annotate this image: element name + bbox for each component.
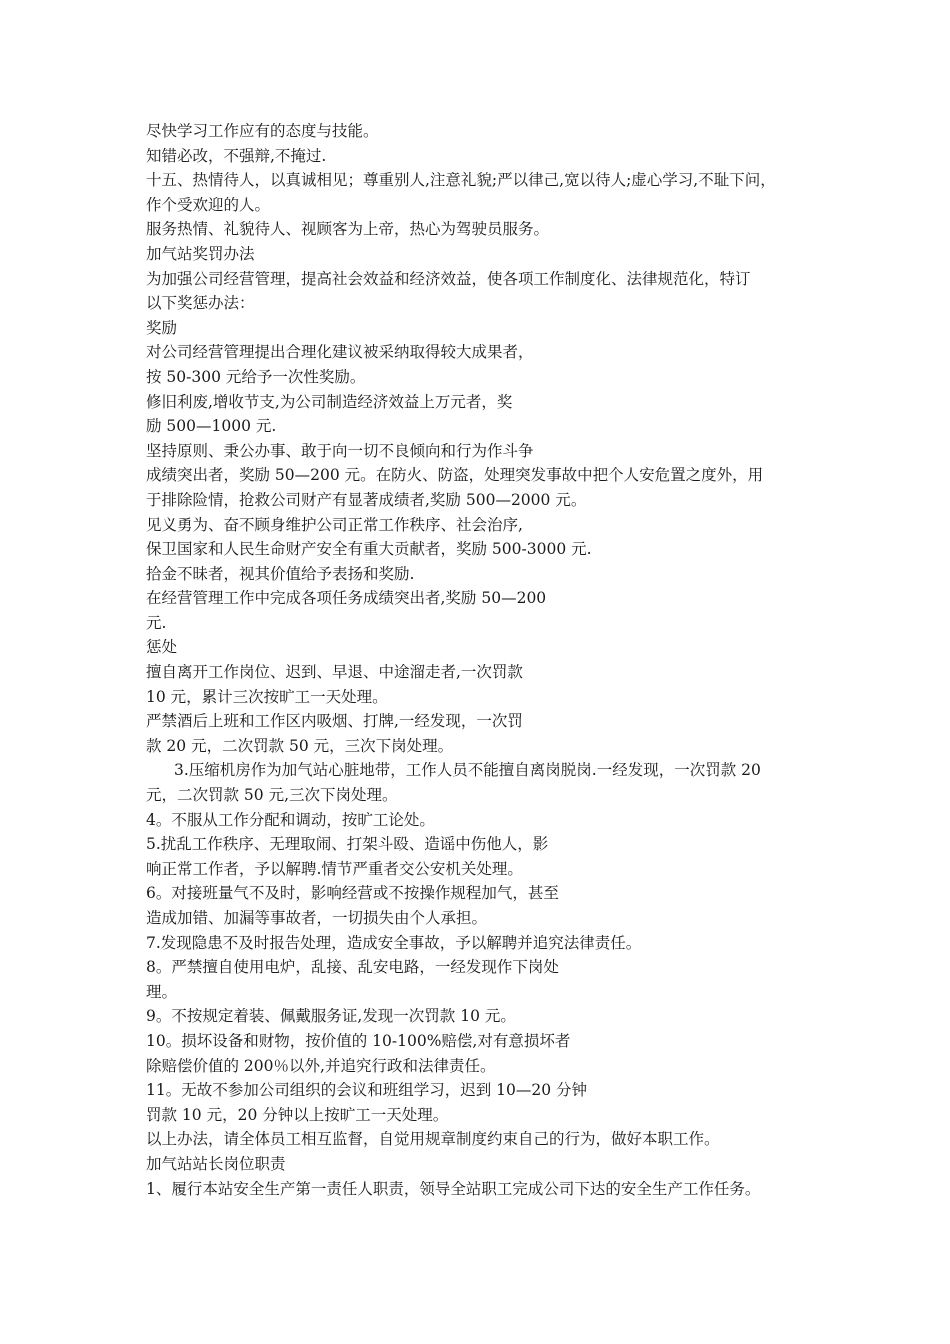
text-line: 1、履行本站安全生产第一责任人职责，领导全站职工完成公司下达的安全生产工作任务。 (146, 1179, 761, 1198)
text-line: 十五、热情待人，以真诚相见；尊重别人,注意礼貌;严以律己,宽以待人;虚心学习,不耻下问， (146, 171, 776, 190)
text-line: 除赔偿价值的 200％以外,并追究行政和法律责任。 (146, 1056, 496, 1075)
text-line: 6。对接班量气不及时，影响经营或不按操作规程加气，甚至 (146, 884, 559, 903)
text-line: 元. (146, 613, 167, 632)
text-line: 响正常工作者，予以解聘.情节严重者交公安机关处理。 (146, 859, 523, 878)
text-line: 7.发现隐患不及时报告处理，造成安全事故，予以解聘并追究法律责任。 (146, 933, 642, 952)
text-line: 励 500—1000 元. (146, 417, 277, 436)
text-line: 以上办法，请全体员工相互监督，自觉用规章制度约束自己的行为，做好本职工作。 (146, 1130, 720, 1149)
text-line: 成绩突出者，奖励 50—200 元。在防火、防盗，处理突发事故中把个人安危置之度外，用 (146, 466, 764, 485)
text-line: 10。损坏设备和财物，按价值的 10-100%赔偿,对有意损坏者 (146, 1031, 571, 1050)
text-line: 擅自离开工作岗位、迟到、早退、中途溜走者,一次罚款 (146, 663, 523, 682)
section-heading: 惩处 (146, 638, 178, 657)
text-line: 于排除险情，抢救公司财产有显著成绩者,奖励 500—2000 元。 (146, 490, 587, 509)
text-line: 理。 (146, 982, 178, 1001)
text-line: 10 元，累计三次按旷工一天处理。 (146, 687, 388, 706)
text-line: 元，二次罚款 50 元,三次下岗处理。 (146, 786, 398, 805)
text-line: 9。不按规定着装、佩戴服务证,发现一次罚款 10 元。 (146, 1007, 516, 1026)
text-line: 服务热情、礼貌待人、视顾客为上帝，热心为驾驶员服务。 (146, 220, 550, 239)
text-line: 3.压缩机房作为加气站心脏地带，工作人员不能擅自离岗脱岗.一经发现，一次罚款 20 (174, 761, 761, 780)
text-line: 作个受欢迎的人。 (146, 195, 271, 214)
text-line: 按 50-300 元给予一次性奖励。 (146, 367, 366, 386)
text-line: 坚持原则、秉公办事、敢于向一切不良倾向和行为作斗争 (146, 441, 534, 460)
document-body (146, 119, 816, 1201)
text-line: 尽快学习工作应有的态度与技能。 (146, 122, 379, 140)
text-line: 拾金不昧者，视其价值给予表扬和奖励. (146, 564, 415, 583)
text-line: 8。严禁擅自使用电炉，乱接、乱安电路，一经发现作下岗处 (146, 958, 559, 977)
text-line: 款 20 元，二次罚款 50 元，三次下岗处理。 (146, 736, 454, 755)
text-line: 罚款 10 元，20 分钟以上按旷工一天处理。 (146, 1105, 449, 1124)
text-line: 保卫国家和人民生命财产安全有重大贡献者，奖励 500-3000 元. (146, 540, 592, 559)
text-line: 11。无故不参加公司组织的会议和班组学习，迟到 10—20 分钟 (146, 1081, 588, 1100)
text-line: 见义勇为、奋不顾身维护公司正常工作秩序、社会治序, (146, 515, 523, 534)
text-line: 知错必改，不强辩,不掩过. (146, 146, 327, 165)
text-line: 对公司经营管理提出合理化建议被采纳取得较大成果者， (146, 343, 534, 362)
text-line: 5.扰乱工作秩序、无理取闹、打架斗殴、造谣中伤他人，影 (146, 835, 549, 854)
text-line: 为加强公司经营管理，提高社会效益和经济效益，使各项工作制度化、法律规范化，特订 (146, 269, 751, 288)
text-line: 在经营管理工作中完成各项任务成绩突出者,奖励 50—200 (146, 589, 547, 608)
text-line: 4。不服从工作分配和调动，按旷工论处。 (146, 810, 435, 829)
text-line: 以下奖惩办法： (146, 294, 255, 313)
section-heading: 奖励 (146, 318, 178, 337)
section-heading: 加气站站长岗位职责 (146, 1154, 286, 1173)
text-line: 造成加错、加漏等事故者，一切损失由个人承担。 (146, 909, 488, 927)
text-line: 修旧利废,增收节支,为公司制造经济效益上万元者，奖 (146, 392, 513, 411)
section-heading: 加气站奖罚办法 (146, 244, 255, 263)
text-line: 严禁酒后上班和工作区内吸烟、打牌,一经发现，一次罚 (146, 712, 523, 731)
